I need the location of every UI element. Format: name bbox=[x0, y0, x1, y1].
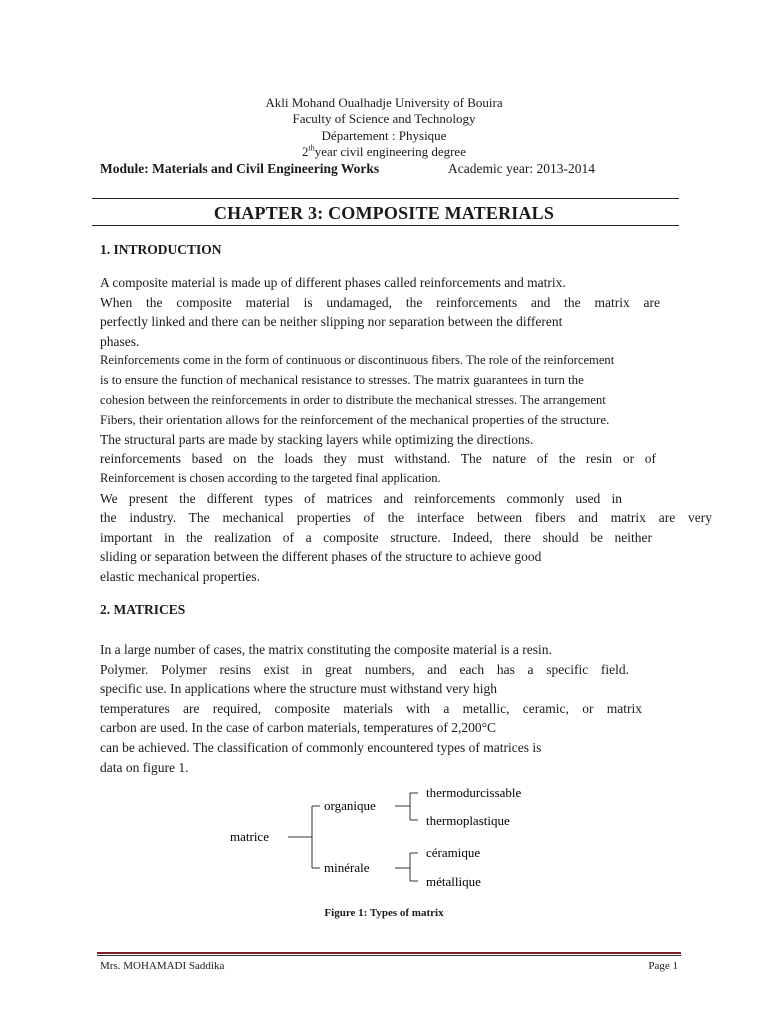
leaf-label-thermodurcissable: thermodurcissable bbox=[426, 785, 522, 800]
text-line: data on figure 1. bbox=[100, 759, 189, 775]
text-line: cohesion between the reinforcements in order to distribute the mechanical stresses. The arrangement bbox=[100, 392, 606, 407]
department-name: Département : Physique bbox=[321, 128, 447, 143]
module-title: Module: Materials and Civil Engineering Works bbox=[100, 161, 380, 176]
text-line: specific use. In applications where the structure must withstand very high bbox=[100, 681, 498, 697]
footer-author: Mrs. MOHAMADI Saddika bbox=[100, 960, 225, 972]
introduction-paragraph bbox=[100, 273, 712, 587]
chapter-rule-bottom bbox=[92, 225, 679, 226]
branch-label-organique: organique bbox=[324, 798, 376, 813]
figure-caption: Figure 1: Types of matrix bbox=[324, 907, 444, 919]
text-line: perfectly linked and there can be neither slipping nor separation between the different bbox=[100, 314, 563, 330]
degree-superscript: th bbox=[308, 143, 315, 153]
degree-line bbox=[0, 144, 768, 160]
footer-rule-accent bbox=[97, 952, 681, 954]
matrix-types-diagram bbox=[220, 780, 560, 895]
leaf-label-metallique: métallique bbox=[426, 874, 481, 889]
diagram-root-label: matrice bbox=[230, 829, 269, 844]
degree-number: 2 bbox=[302, 144, 309, 159]
leaf-label-ceramique: céramique bbox=[426, 845, 481, 860]
text-line: Polymer. Polymer resins exist in great numbers, and each has a specific field. bbox=[100, 661, 629, 677]
text-line: The structural parts are made by stacking layers while optimizing the directions. bbox=[100, 431, 534, 447]
text-line: When the composite material is undamaged, the reinforcements and the matrix are bbox=[100, 294, 660, 310]
text-line: Fibers, their orientation allows for the reinforcement of the mechanical properties of the structure. bbox=[100, 412, 610, 428]
degree-text: year civil engineering degree bbox=[314, 144, 466, 159]
text-line: important in the realization of a composite structure. Indeed, there should be neither bbox=[100, 529, 652, 545]
academic-year: Academic year: 2013-2014 bbox=[448, 161, 595, 176]
chapter-title: CHAPTER 3: COMPOSITE MATERIALS bbox=[213, 203, 555, 223]
branch-label-minerale: minérale bbox=[324, 860, 370, 875]
text-line: phases. bbox=[100, 333, 140, 349]
text-line: reinforcements based on the loads they must withstand. The nature of the resin or of bbox=[100, 451, 656, 467]
text-line: temperatures are required, composite materials with a metallic, ceramic, or matrix bbox=[100, 700, 642, 716]
text-line: elastic mechanical properties. bbox=[100, 568, 261, 584]
chapter-rule-top bbox=[92, 198, 679, 199]
text-line: the industry. The mechanical properties of the interface between fibers and matrix are very bbox=[100, 510, 712, 526]
university-name: Akli Mohand Oualhadje University of Bouira bbox=[265, 95, 503, 110]
matrices-paragraph bbox=[100, 640, 712, 777]
footer-page-number: Page 1 bbox=[648, 960, 678, 972]
text-line: A composite material is made up of different phases called reinforcements and matrix. bbox=[100, 275, 566, 290]
faculty-name: Faculty of Science and Technology bbox=[292, 111, 476, 126]
leaf-label-thermoplastique: thermoplastique bbox=[426, 813, 510, 828]
footer-rule bbox=[97, 955, 681, 956]
text-line: We present the different types of matrices and reinforcements commonly used in bbox=[100, 490, 622, 506]
text-line: Reinforcements come in the form of continuous or discontinuous fibers. The role of the reinforcement bbox=[100, 353, 615, 368]
section-heading-matrices: 2. MATRICES bbox=[100, 602, 186, 617]
text-line: is to ensure the function of mechanical resistance to stresses. The matrix guarantees in turn the bbox=[100, 372, 584, 387]
text-line: In a large number of cases, the matrix constituting the composite material is a resin. bbox=[100, 642, 552, 657]
text-line: can be achieved. The classification of commonly encountered types of matrices is bbox=[100, 739, 542, 755]
section-heading-introduction: 1. INTRODUCTION bbox=[100, 242, 222, 257]
text-line: sliding or separation between the different phases of the structure to achieve good bbox=[100, 549, 542, 565]
text-line: Reinforcement is chosen according to the targeted final application. bbox=[100, 470, 441, 485]
text-line: carbon are used. In the case of carbon materials, temperatures of 2,200°C bbox=[100, 720, 496, 736]
